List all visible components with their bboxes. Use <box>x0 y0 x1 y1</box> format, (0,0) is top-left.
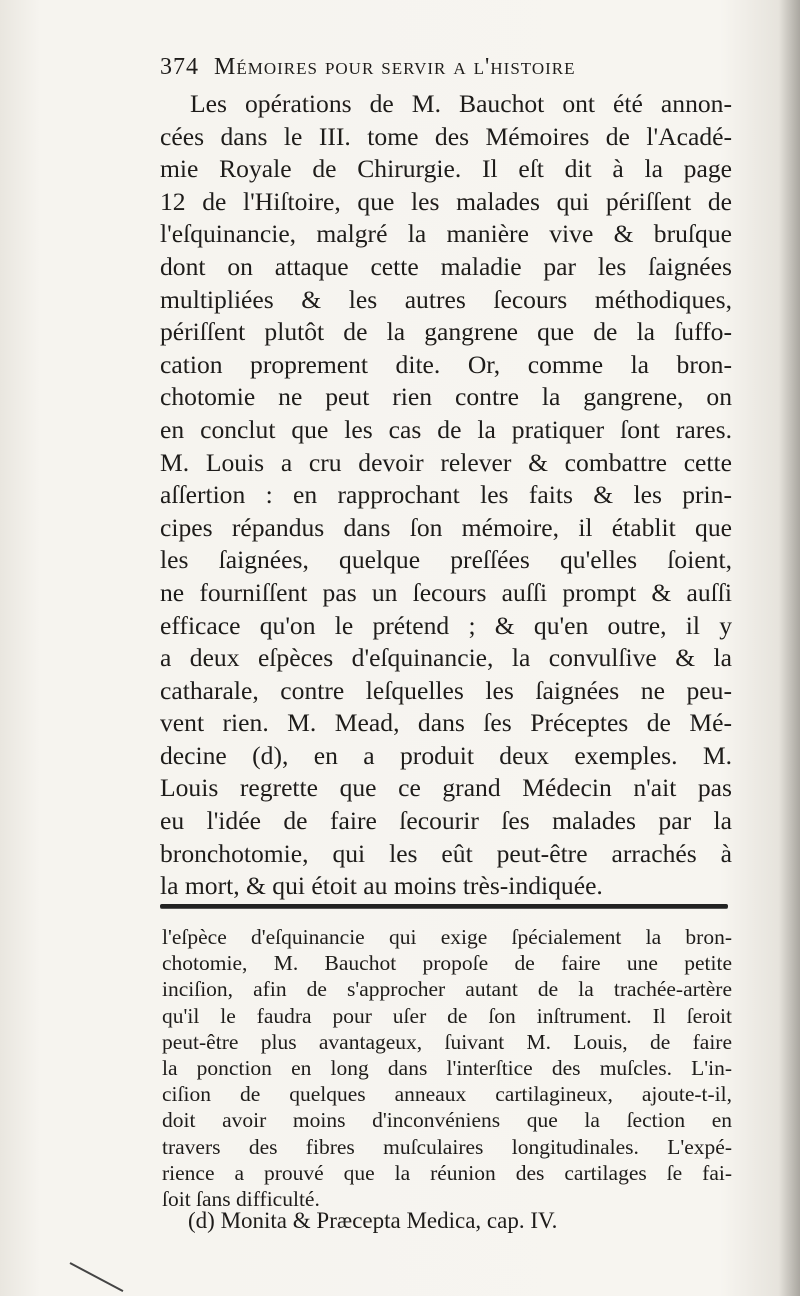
footnote-line: peut-être plus avantageux, ſuivant M. Louis, de faire <box>162 1029 732 1054</box>
footnote-line: qu'il le faudra pour uſer de ſon inſtrument. Il ſeroit <box>162 1003 732 1028</box>
body-line: bronchotomie, qui les eût peut-être arrachés à <box>160 838 732 868</box>
footnote-line: l'eſpèce d'eſquinancie qui exige ſpécialement la bron- <box>162 925 732 949</box>
body-line: périſſent plutôt de la gangrene que de la ſuffo- <box>160 317 732 347</box>
footnote-line: inciſion, afin de s'approcher autant de la trachée-artère <box>162 977 732 1002</box>
body-line: chotomie ne peut rien contre la gangrene, on <box>160 382 732 412</box>
body-line: dont on attaque cette maladie par les ſaignées <box>160 251 732 281</box>
running-title: Mémoires pour servir a l'histoire <box>214 54 576 80</box>
footnote-line: travers des fibres muſculaires longitudinales. L'expé- <box>162 1134 732 1159</box>
main-text <box>160 88 732 903</box>
footnote-separator-rule <box>160 904 728 908</box>
footnote-line: chotomie, M. Bauchot propoſe de faire une petite <box>162 951 732 976</box>
footnote-line: doit avoir moins d'inconvéniens que la ſection en <box>162 1108 732 1133</box>
footnote-text <box>162 924 732 1212</box>
body-line: multipliées & les autres ſecours méthodiques, <box>160 284 732 314</box>
body-line: en conclut que les cas de la pratiquer ſont rares. <box>160 414 732 444</box>
footnote-d: (d) Monita & Præcepta Medica, cap. IV. <box>188 1208 558 1233</box>
body-line: mie Royale de Chirurgie. Il eſt dit à la page <box>160 154 732 184</box>
running-header <box>160 54 720 81</box>
body-line: cipes répandus dans ſon mémoire, il établit que <box>160 512 732 542</box>
body-line: l'eſquinancie, malgré la manière vive & bruſque <box>160 219 732 249</box>
body-line: les ſaignées, quelque preſſées qu'elles ſoient, <box>160 545 732 575</box>
body-line: cation proprement dite. Or, comme la bron- <box>160 349 732 379</box>
body-line: vent rien. M. Mead, dans ſes Préceptes de Mé- <box>160 708 732 738</box>
body-line: M. Louis a cru devoir relever & combattre cette <box>160 447 732 477</box>
body-line: la mort, & qui étoit au moins très-indiquée. <box>160 871 603 901</box>
body-line: Les opérations de M. Bauchot ont été annon- <box>190 89 732 118</box>
body-line: decine (d), en a produit deux exemples. M. <box>160 740 732 770</box>
footnote-line: ſoit ſans difficulté. <box>162 1186 320 1211</box>
body-line: cées dans le III. tome des Mémoires de l'Acadé- <box>160 121 732 151</box>
body-line: 12 de l'Hiſtoire, que les malades qui périſſent de <box>160 186 732 216</box>
body-line: eu l'idée de faire ſecourir ſes malades par la <box>160 806 732 836</box>
page-number: 374 <box>160 54 199 80</box>
page-gutter-shadow <box>778 0 800 1296</box>
body-line: catharale, contre leſquelles les ſaignées ne peu- <box>160 675 732 705</box>
body-line: aſſertion : en rapprochant les faits & les prin- <box>160 480 732 510</box>
body-line: ne fourniſſent pas un ſecours auſſi prompt & auſſi <box>160 577 732 607</box>
stray-pen-mark <box>70 1262 124 1292</box>
body-line: a deux eſpèces d'eſquinancie, la convulſive & la <box>160 643 732 673</box>
body-line: efficace qu'on le prétend ; & qu'en outre, il y <box>160 610 732 640</box>
footnote-line: ciſion de quelques anneaux cartilagineux, ajoute-t-il, <box>162 1082 732 1107</box>
body-line: Louis regrette que ce grand Médecin n'ait pas <box>160 773 732 803</box>
footnote-line: la ponction en long dans l'interſtice des muſcles. L'in- <box>162 1055 732 1080</box>
footnote-line: rience a prouvé que la réunion des cartilages ſe fai- <box>162 1160 732 1185</box>
